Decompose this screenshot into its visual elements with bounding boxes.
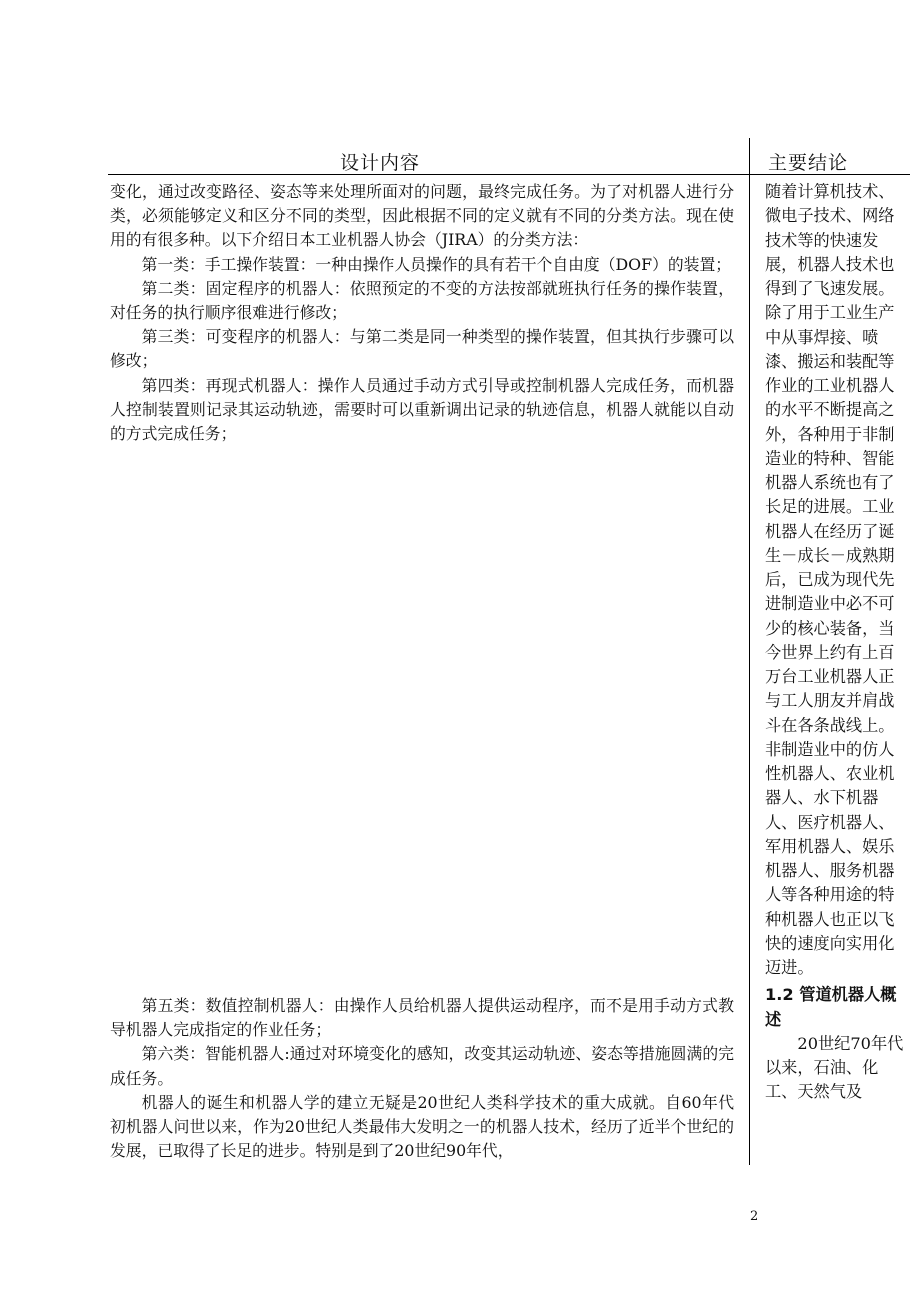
robotics-history-paragraph: 机器人的诞生和机器人学的建立无疑是20世纪人类科学技术的重大成就。自60年代初机器人问世以来，作为20世纪人类最伟大发明之一的机器人技术，经历了近半个世纪的发展，已取得了长足的进步。特别是到了20世纪90年代， <box>110 1092 734 1161</box>
design-content-text <box>110 180 734 446</box>
category-1: 第一类：手工操作装置：一种由操作人员操作的具有若干个自由度（DOF）的装置； <box>141 254 732 274</box>
intro-paragraph: 变化，通过改变路径、姿态等来处理所面对的问题，最终完成任务。为了对机器人进行分类，必须能够定义和区分不同的类型，因此根据不同的定义就有不同的分类方法。现在使用的有很多种。以下介绍日本工业机器人协会（JIRA）的分类方法： <box>110 182 734 250</box>
conclusion-paragraph: 随着计算机技术、微电子技术、网络技术等的快速发展，机器人技术也得到了飞速发展。除了用于工业生产中从事焊接、喷漆、搬运和装配等作业的工业机器人的水平不断提高之外，各种用于非制造业的特种、智能机器人系统也有了长足的进展。工业机器人在经历了诞生－成长－成熟期后，已成为现代先进制造业中必不可少的核心装备，当今世界上约有上百万台工业机器人正与工人朋友并肩战斗在各条战线上。非制造业中的仿人性机器人、农业机器人、水下机器人、医疗机器人、军用机器人、娱乐机器人、服务机器人等各种用途的特种机器人也正以飞快的速度向实用化迈进。 <box>765 182 895 977</box>
category-2: 第二类：固定程序的机器人：依照预定的不变的方法按部就班执行任务的操作装置，对任务的执行顺序很难进行修改； <box>110 278 734 323</box>
design-content-text-continued <box>110 994 734 1163</box>
pipeline-robot-paragraph: 20世纪70年代以来，石油、化工、天然气及 <box>765 1033 904 1102</box>
category-5: 第五类：数值控制机器人：由操作人员给机器人提供运动程序，而不是用手动方式教导机器人完成指定的作业任务； <box>110 996 734 1040</box>
category-6: 第六类：智能机器人:通过对环境变化的感知，改变其运动轨迹、姿态等措施圆满的完成任务。 <box>110 1044 734 1088</box>
column-header-design-content: 设计内容 <box>340 152 421 174</box>
column-header-main-conclusion: 主要结论 <box>768 152 849 174</box>
section-heading: 1.2 管道机器人概述 <box>765 985 897 1029</box>
page-number: 2 <box>750 1209 759 1224</box>
column-divider <box>749 138 750 1165</box>
main-conclusion-text <box>765 180 910 1105</box>
category-4: 第四类：再现式机器人：操作人员通过手动方式引导或控制机器人完成任务，而机器人控制装置则记录其运动轨迹，需要时可以重新调出记录的轨迹信息，机器人就能以自动的方式完成任务； <box>110 375 734 444</box>
category-3: 第三类：可变程序的机器人：与第二类是同一种类型的操作装置，但其执行步骤可以修改； <box>110 327 734 371</box>
